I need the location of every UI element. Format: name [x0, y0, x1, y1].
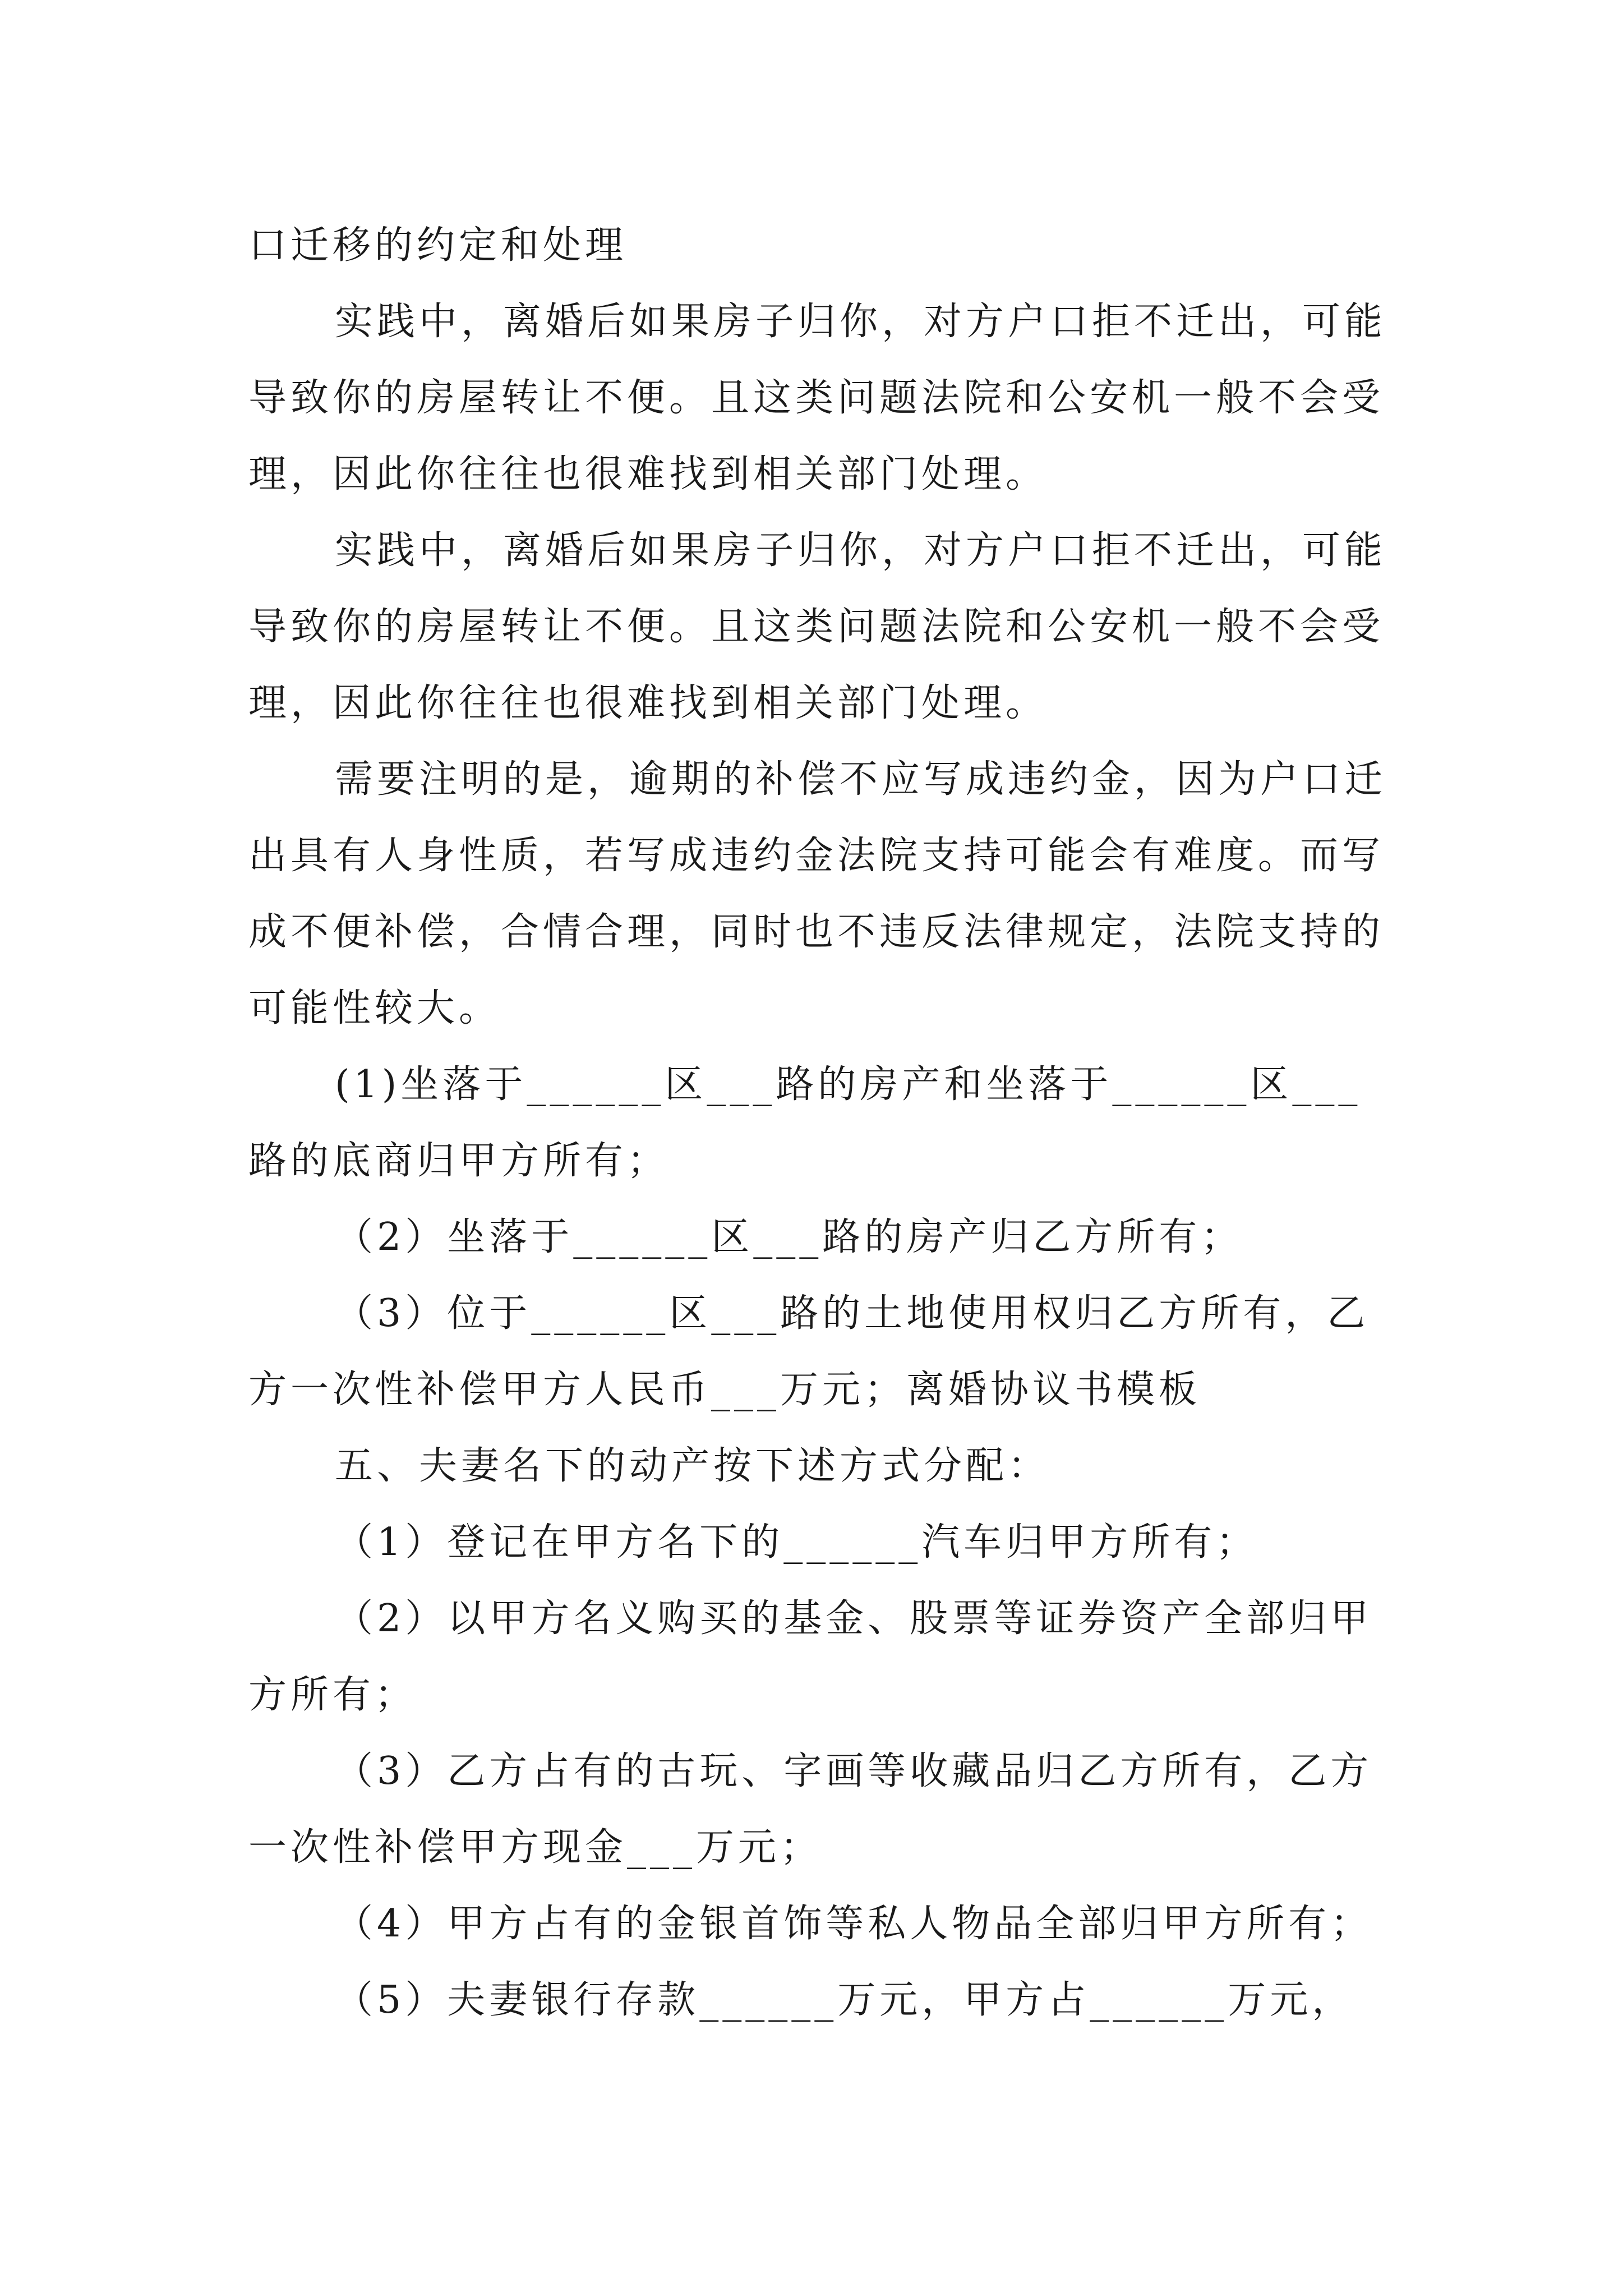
paragraph: （2）坐落于______区___路的房产归乙方所有；: [335, 1215, 1243, 1259]
paragraph: 需要注明的是，逾期的补偿不应写成违约金，因为户口迁出具有人身性质，若写成违约金法院支持可能会有难度。而写成不便补偿，合情合理，同时也不违反法律规定，法院支持的可能性较大。: [248, 757, 1387, 1030]
paragraph: 口迁移的约定和处理: [248, 223, 628, 268]
paragraph: 五、夫妻名下的动产按下述方式分配：: [335, 1444, 1050, 1488]
paragraph: （5）夫妻银行存款______万元，甲方占______万元，: [335, 1978, 1354, 2022]
paragraph: （4）甲方占有的金银首饰等私人物品全部归甲方所有；: [335, 1902, 1373, 1946]
paragraph: （3）乙方占有的古玩、字画等收藏品归乙方所有，乙方一次性补偿甲方现金___万元；: [248, 1749, 1373, 1870]
document-body: [248, 208, 1393, 2039]
paragraph: (1)坐落于______区___路的房产和坐落于______区___路的底商归甲方所有；: [248, 1062, 1362, 1183]
paragraph: （1）登记在甲方名下的______汽车归甲方所有；: [335, 1520, 1258, 1565]
paragraph: （3）位于______区___路的土地使用权归乙方所有，乙方一次性补偿甲方人民币___万元；离婚协议书模板: [248, 1291, 1370, 1412]
paragraph: （2）以甲方名义购买的基金、股票等证券资产全部归甲方所有；: [248, 1596, 1373, 1717]
paragraph: 实践中，离婚后如果房子归你，对方户口拒不迁出，可能导致你的房屋转让不便。且这类问题法院和公安机一般不会受理，因此你往往也很难找到相关部门处理。: [248, 300, 1387, 496]
paragraph: 实践中，离婚后如果房子归你，对方户口拒不迁出，可能导致你的房屋转让不便。且这类问题法院和公安机一般不会受理，因此你往往也很难找到相关部门处理。: [248, 528, 1387, 725]
